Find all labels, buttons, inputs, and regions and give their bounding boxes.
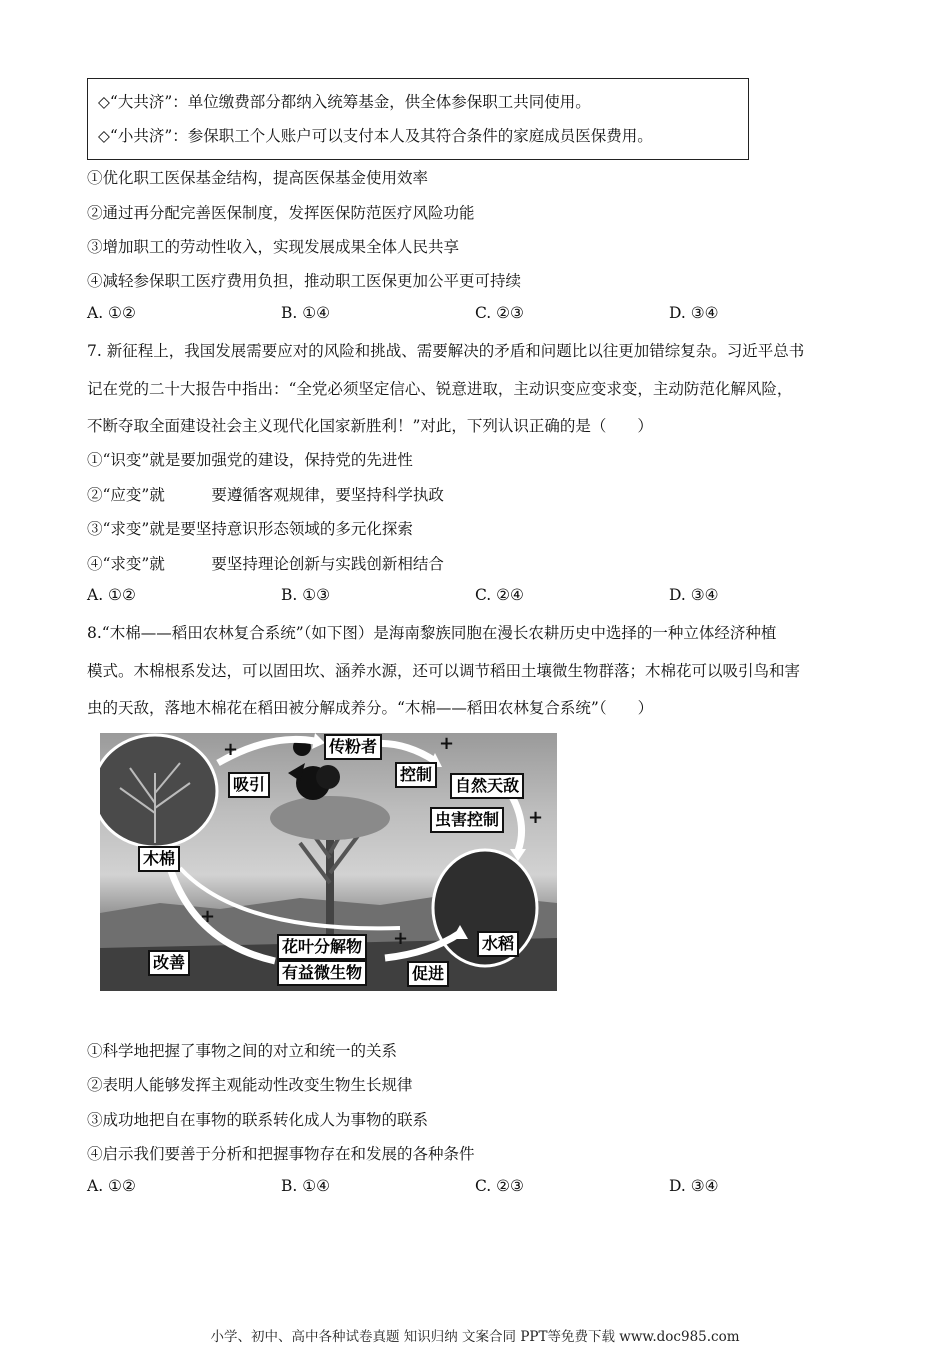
page-footer: 小学、初中、高中各种试卷真题 知识归纳 文案合同 PPT等免费下载 www.doc985.com [210,1329,740,1345]
plus-sign-control: + [439,733,455,754]
label-rice: 水稻 [477,931,519,957]
label-kapok: 木棉 [138,846,180,872]
q8-item-2: ②表明人能够发挥主观能动性改变生物生长规律 [87,1076,413,1094]
q7-stem-line-1: 7. 新征程上，我国发展需要应对的风险和挑战、需要解决的矛盾和问题比以往更加错综复杂。习近平总书 [87,342,805,360]
q7-item-1: ①“识变”就是要加强党的建设，保持党的先进性 [87,451,413,469]
policy-box [87,78,749,160]
label-control: 控制 [395,762,437,788]
q7-choice-d[interactable]: D. ③④ [669,586,719,604]
label-natural-enemy: 自然天敌 [450,773,524,799]
q8-stem-line-2: 模式。木棉根系发达，可以固田坎、涵养水源，还可以调节稻田土壤微生物群落；木棉花可以吸引鸟和害 [87,662,801,680]
q7-item-4: ④“求变”就 要坚持理论创新与实践创新相结合 [87,555,444,573]
q6-choice-a[interactable]: A. ①② [87,304,136,322]
label-decomposed-matter: 花叶分解物 [277,934,367,960]
label-pollinator: 传粉者 [324,734,382,760]
q8-stem-line-1: 8.“木棉——稻田农林复合系统”（如下图）是海南黎族同胞在漫长农耕历史中选择的一种立体经济种植 [87,624,777,642]
q8-choice-c[interactable]: C. ②③ [475,1177,524,1195]
q7-item-3: ③“求变”就是要坚持意识形态领域的多元化探索 [87,520,413,538]
q6-item-3: ③增加职工的劳动性收入，实现发展成果全体人民共享 [87,238,460,256]
q8-choice-a[interactable]: A. ①② [87,1177,136,1195]
label-beneficial-microbes: 有益微生物 [277,960,367,986]
label-improve: 改善 [148,950,190,976]
q6-item-4: ④减轻参保职工医疗费用负担，推动职工医保更加公平更可持续 [87,272,522,290]
kapok-rice-system-diagram [100,733,557,991]
q6-choice-d[interactable]: D. ③④ [669,304,719,322]
label-pest-control: 虫害控制 [430,807,504,833]
q8-choice-d[interactable]: D. ③④ [669,1177,719,1195]
q6-choice-c[interactable]: C. ②③ [475,304,524,322]
q7-stem-line-3: 不断夺取全面建设社会主义现代化国家新胜利！”对此，下列认识正确的是（ ） [87,417,653,435]
q8-item-4: ④启示我们要善于分析和把握事物存在和发展的各种条件 [87,1145,475,1163]
plus-sign-improve: + [200,906,216,927]
q7-item-2: ②“应变”就 要遵循客观规律，要坚持科学执政 [87,486,444,504]
plus-sign-pest-control: + [528,807,544,828]
q6-item-1: ①优化职工医保基金结构，提高医保基金使用效率 [87,169,429,187]
q8-stem-line-3: 虫的天敌，落地木棉花在稻田被分解成养分。“木棉——稻田农林复合系统”（ ） [87,699,654,717]
q8-choice-b[interactable]: B. ①④ [281,1177,331,1195]
q6-item-2: ②通过再分配完善医保制度，发挥医保防范医疗风险功能 [87,204,475,222]
q7-choice-b[interactable]: B. ①③ [281,586,331,604]
q6-choice-b[interactable]: B. ①④ [281,304,331,322]
label-attract: 吸引 [228,772,270,798]
plus-sign-attract: + [223,739,239,760]
box-line-small-pooling: ◇“小共济”：参保职工个人账户可以支付本人及其符合条件的家庭成员医保费用。 [98,127,653,145]
q7-choice-a[interactable]: A. ①② [87,586,136,604]
label-promote: 促进 [407,961,449,987]
plus-sign-promote: + [393,928,409,949]
q8-item-1: ①科学地把握了事物之间的对立和统一的关系 [87,1042,398,1060]
q7-choice-c[interactable]: C. ②④ [475,586,524,604]
box-line-big-pooling: ◇“大共济”：单位缴费部分都纳入统筹基金，供全体参保职工共同使用。 [98,93,591,111]
q8-item-3: ③成功地把自在事物的联系转化成人为事物的联系 [87,1111,429,1129]
q7-stem-line-2: 记在党的二十大报告中指出：“全党必须坚定信心、锐意进取，主动识变应变求变，主动防范化解风险， [87,380,793,398]
